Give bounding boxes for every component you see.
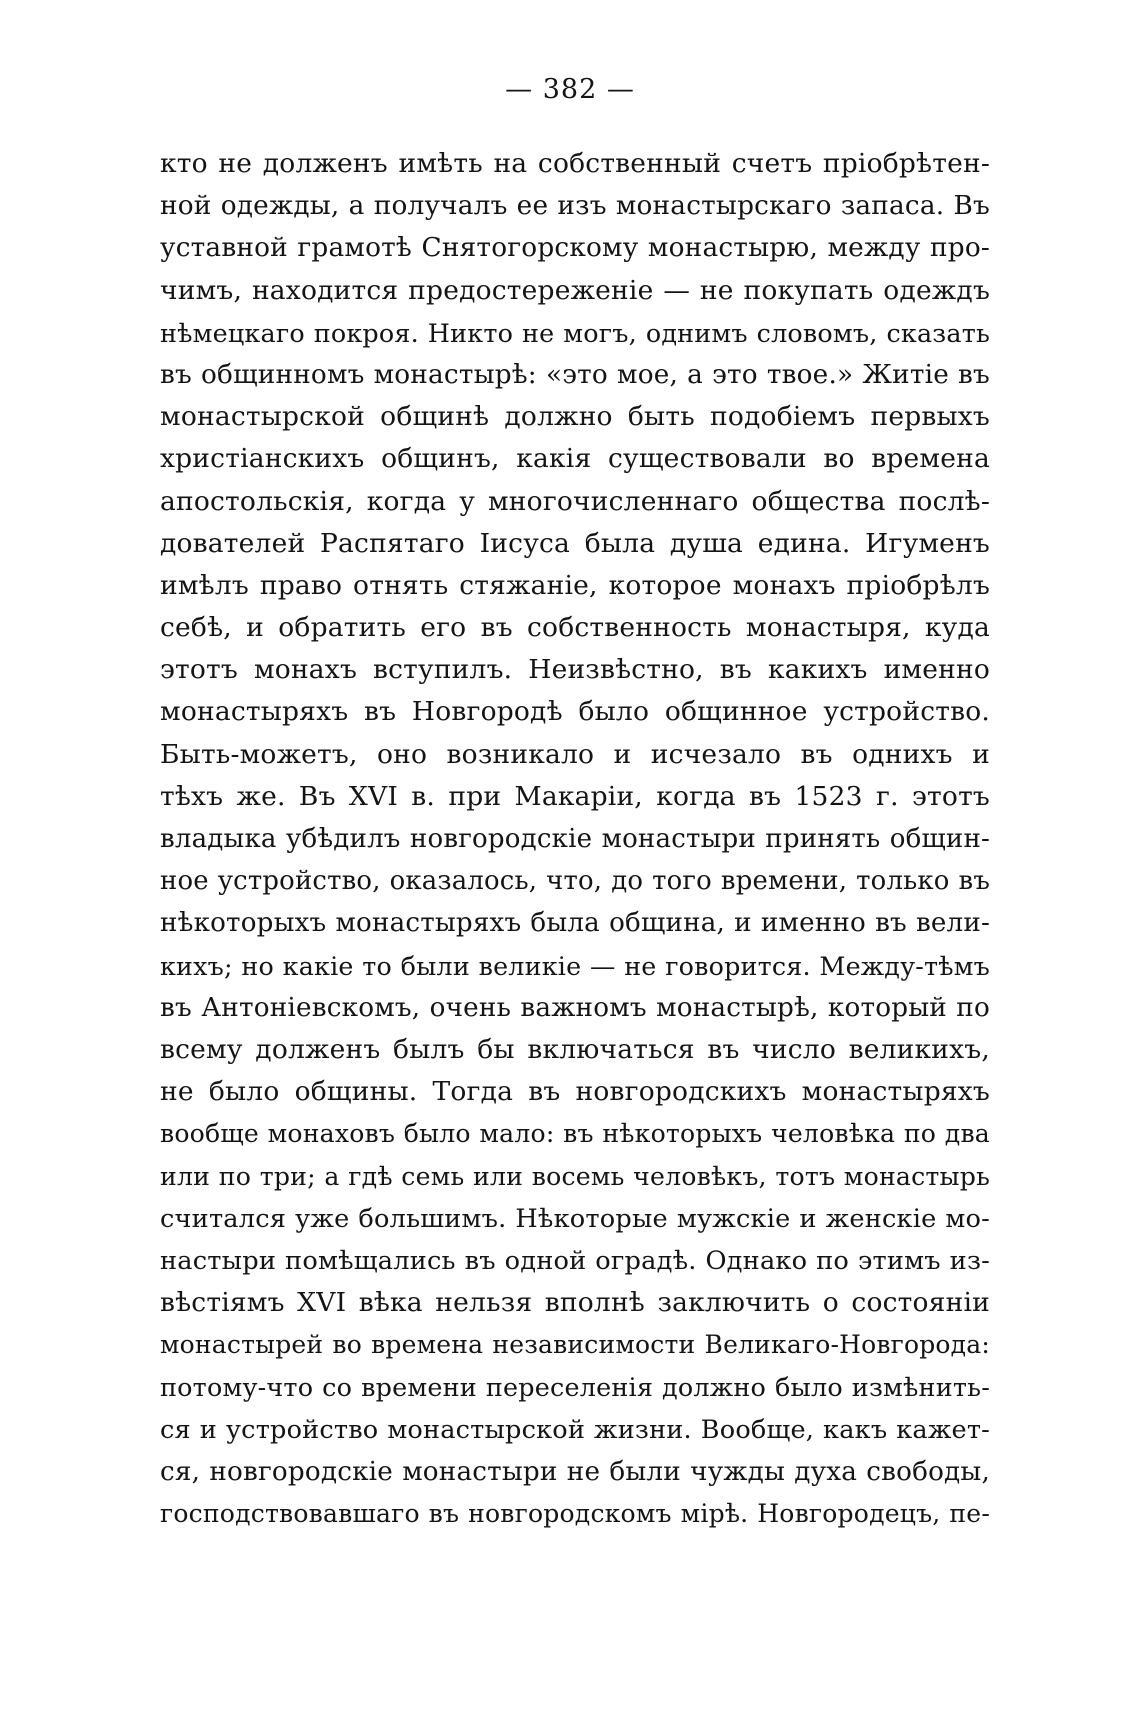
text-line: апостольскія, когда у многочисленнаго общества послѣ- <box>160 485 990 517</box>
text-line: не было общины. Тогда въ новгородскихъ монастыряхъ <box>160 1076 990 1108</box>
text-line: ной одежды, а получалъ ее изъ монастырскаго запаса. Въ <box>160 191 990 222</box>
text-line: господствовавшаго въ новгородскомъ мірѣ. Новгородецъ, пе- <box>160 1499 990 1528</box>
text-line: чимъ, находится предостереженіе — не покупать одеждъ <box>160 274 990 306</box>
text-line: христіанскихъ общинъ, какія существовали во времена <box>160 443 990 475</box>
body-text <box>160 143 990 1535</box>
text-line: тѣхъ же. Въ XVI в. при Макаріи, когда въ 1523 г. этотъ <box>160 780 990 812</box>
text-line: ное устройство, оказалось, что, до того времени, только въ <box>160 866 990 897</box>
text-line: себѣ, и обратить его въ собственность монастыря, куда <box>160 612 990 644</box>
text-line: ся, новгородскіе монастыри не были чужды духа свободы, <box>160 1456 990 1487</box>
text-line: въ Антоніевскомъ, очень важномъ монастырѣ, который по <box>160 992 990 1023</box>
text-line: или по три; а гдѣ семь или восемь человѣкъ, тотъ монастырь <box>160 1161 990 1191</box>
text-line: владыка убѣдилъ новгородскіе монастыри принять общин- <box>160 824 990 854</box>
text-line: всему долженъ былъ бы включаться въ число великихъ, <box>160 1033 990 1065</box>
text-line: вѣстіямъ XVI вѣка нельзя вполнѣ заключить о состояніи <box>160 1287 990 1319</box>
text-line: кихъ; но какіе то были великіе — не говорится. Между-тѣмъ <box>160 950 990 981</box>
text-line: кто не долженъ имѣть на собственный счетъ пріобрѣтен- <box>160 148 990 179</box>
text-line: монастырской общинѣ должно быть подобіемъ первыхъ <box>160 401 990 433</box>
text-line: въ общинномъ монастырѣ: «это мое, а это твое.» Житіе въ <box>160 359 990 390</box>
text-line: настыри помѣщались въ одной оградѣ. Однако по этимъ из- <box>160 1245 990 1276</box>
text-line: вообще монаховъ было мало: въ нѣкоторыхъ человѣка по два <box>160 1119 990 1149</box>
text-line: Быть-можетъ, оно возникало и исчезало въ однихъ и <box>160 738 990 770</box>
text-line: этотъ монахъ вступилъ. Неизвѣстно, въ какихъ именно <box>160 654 990 686</box>
text-line: монастыряхъ въ Новгородѣ было общинное устройство. <box>160 696 990 728</box>
text-line: ся и устройство монастырской жизни. Вообще, какъ кажет- <box>160 1414 990 1445</box>
page-number: — 382 — <box>505 74 635 105</box>
text-line: дователей Распятаго Іисуса была душа едина. Игуменъ <box>160 527 990 559</box>
text-line: потому-что со времени переселенія должно было измѣнить- <box>160 1372 990 1403</box>
text-line: нѣмецкаго покроя. Никто не могъ, однимъ словомъ, сказать <box>160 317 990 348</box>
text-line: считался уже большимъ. Нѣкоторые мужскіе и женскіе мо- <box>160 1203 990 1234</box>
text-line: нѣкоторыхъ монастыряхъ была община, и именно въ вели- <box>160 908 990 939</box>
text-line: монастырей во времена независимости Великаго-Новгорода: <box>160 1330 990 1360</box>
text-line: уставной грамотѣ Снятогорскому монастырю, между про- <box>160 233 990 264</box>
text-line: имѣлъ право отнять стяжаніе, которое монахъ пріобрѣлъ <box>160 569 990 601</box>
